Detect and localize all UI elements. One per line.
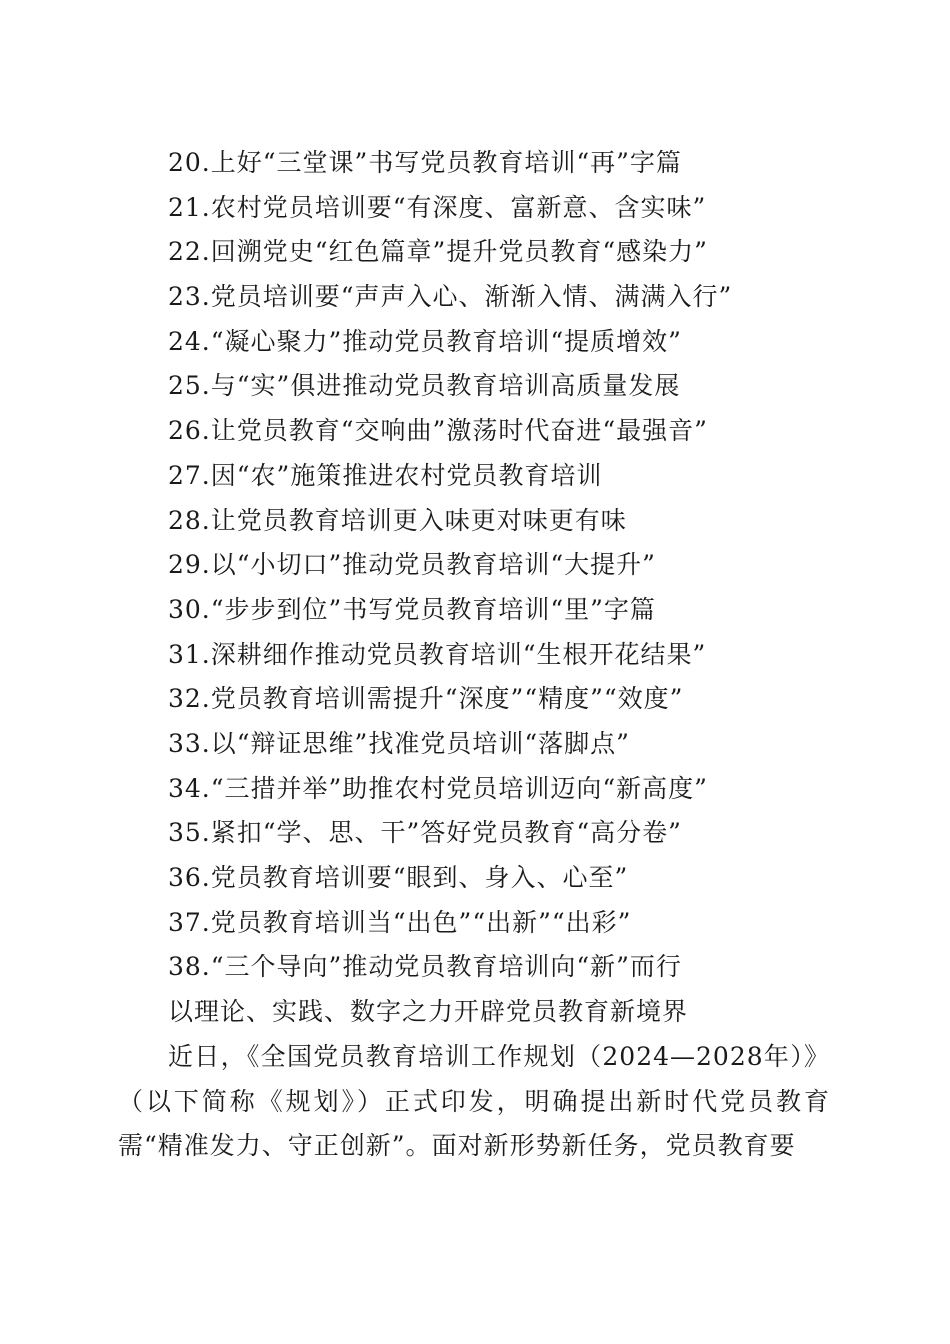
title-list (168, 141, 868, 990)
list-item: 23.党员培训要“声声入心、渐渐入情、满满入行” (168, 282, 733, 312)
list-item: 20.上好“三堂课”书写党员教育培训“再”字篇 (168, 148, 682, 177)
list-item: 36.党员教育培训要“眼到、身入、心至” (168, 863, 629, 892)
article-body: 近日，《全国党员教育培训工作规划（2024—2028年）》（以下简称《规划》）正式印发，明确提出新时代党员教育需“精准发力、守正创新”。面对新形势新任务，党员教育要 (118, 1042, 830, 1160)
list-item: 28.让党员教育培训更入味更对味更有味 (168, 505, 627, 535)
list-item: 38.“三个导向”推动党员教育培训向“新”而行 (168, 952, 682, 982)
article-heading: 以理论、实践、数字之力开辟党员教育新境界 (168, 997, 689, 1026)
list-item: 30.“步步到位”书写党员教育培训“里”字篇 (168, 594, 656, 624)
list-item: 24.“凝心聚力”推动党员教育培训“提质增效” (168, 326, 682, 356)
list-item: 33.以“辩证思维”找准党员培训“落脚点” (168, 728, 630, 758)
list-item: 29.以“小切口”推动党员教育培训“大提升” (168, 550, 656, 580)
list-item: 22.回溯党史“红色篇章”提升党员教育“感染力” (168, 237, 708, 267)
list-item: 25.与“实”俱进推动党员教育培训高质量发展 (168, 371, 681, 401)
list-item: 27.因“农”施策推进农村党员教育培训 (168, 460, 603, 490)
list-item: 31.深耕细作推动党员教育培训“生根开花结果” (168, 639, 707, 669)
list-item: 34.“三措并举”助推农村党员培训迈向“新高度” (168, 773, 708, 803)
list-item: 32.党员教育培训需提升“深度”“精度”“效度” (168, 684, 684, 714)
list-item: 26.让党员教育“交响曲”激荡时代奋进“最强音” (168, 416, 708, 446)
list-item: 35.紧扣“学、思、干”答好党员教育“高分卷” (168, 818, 682, 848)
list-item: 37.党员教育培训当“出色”“出新”“出彩” (168, 907, 632, 937)
list-item: 21.农村党员培训要“有深度、富新意、含实味” (168, 192, 707, 222)
